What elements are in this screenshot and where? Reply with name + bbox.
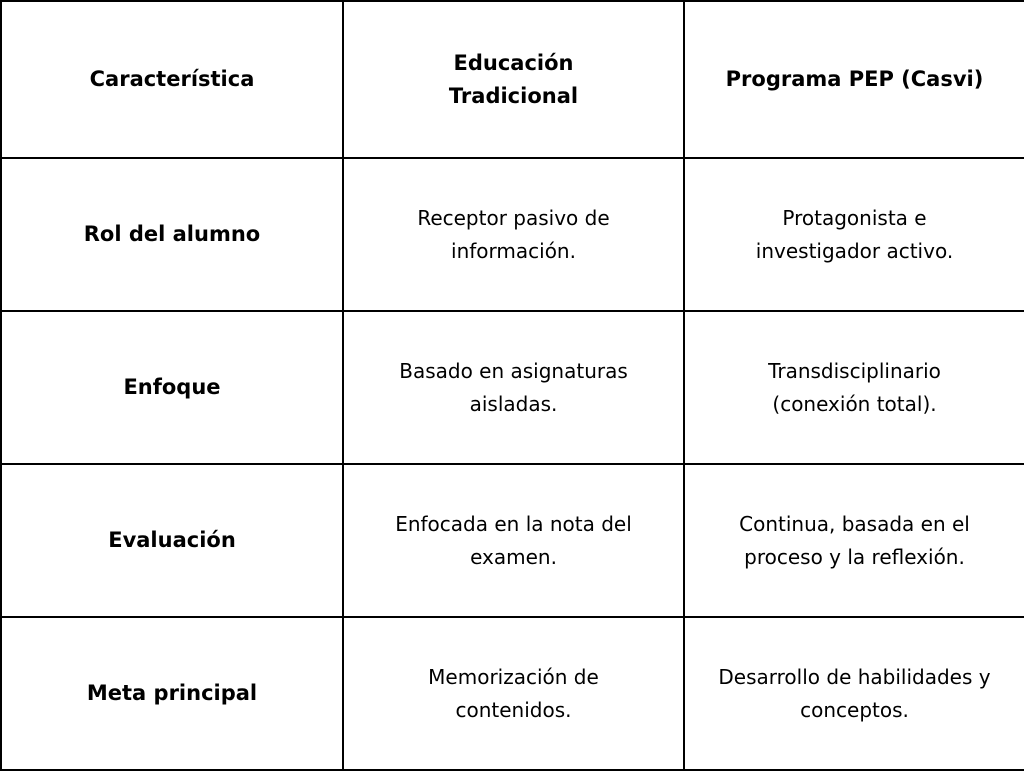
header-row [1,1,1024,158]
header-traditional: Educación Tradicional [343,1,684,158]
traditional-cell: Basado en asignaturas aisladas. [343,311,684,464]
traditional-cell: Receptor pasivo de información. [343,158,684,311]
traditional-cell: Memorización de contenidos. [343,617,684,770]
pep-cell: Continua, basada en el proceso y la reflexión. [684,464,1024,617]
feature-cell: Enfoque [1,311,343,464]
header-feature: Característica [1,1,343,158]
pep-cell: Transdisciplinario (conexión total). [684,311,1024,464]
pep-cell: Desarrollo de habilidades y conceptos. [684,617,1024,770]
pep-cell: Protagonista e investigador activo. [684,158,1024,311]
table-row [1,617,1024,770]
traditional-cell: Enfocada en la nota del examen. [343,464,684,617]
table-row [1,311,1024,464]
table-row [1,158,1024,311]
table-row [1,464,1024,617]
header-pep: Programa PEP (Casvi) [684,1,1024,158]
feature-cell: Evaluación [1,464,343,617]
feature-cell: Rol del alumno [1,158,343,311]
feature-cell: Meta principal [1,617,343,770]
